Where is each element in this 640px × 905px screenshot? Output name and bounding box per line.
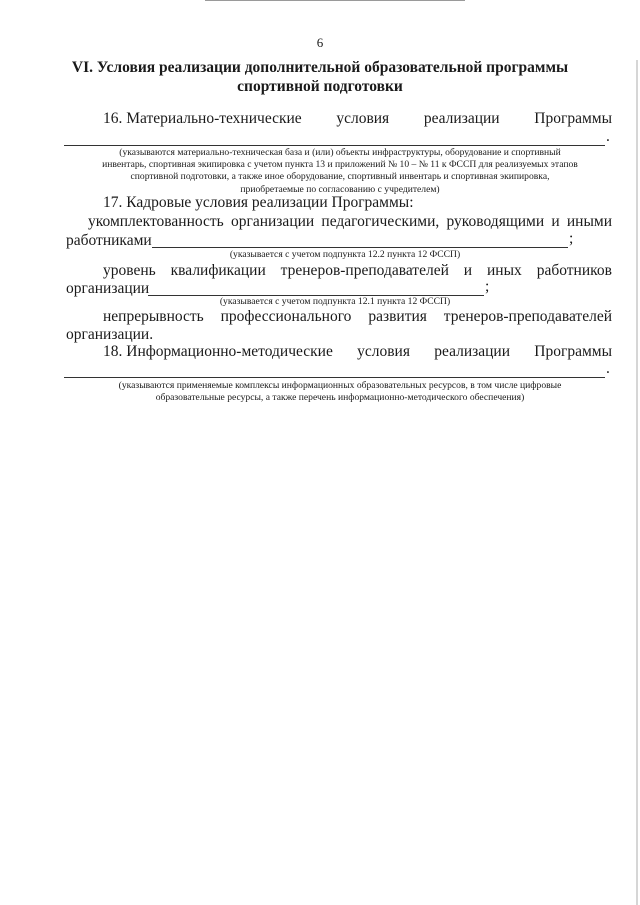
item18-hint xyxy=(70,380,610,404)
item16-word: 16. Материально-технические xyxy=(103,110,302,127)
item18-hint-line: образовательные ресурсы, а также перечень информационно-методического обеспечения) xyxy=(155,392,525,404)
section-title xyxy=(60,58,580,96)
item17-qualification-line xyxy=(103,262,612,280)
item16-word: реализации xyxy=(423,110,500,127)
item17-continuity-line xyxy=(103,308,612,326)
section-title-line-2: спортивной подготовки xyxy=(237,78,403,95)
scan-right-edge xyxy=(636,60,638,905)
item17-staffing-line-2: работниками xyxy=(66,232,152,249)
item16-hint-line: приобретаемые по согласованию с учредителем) xyxy=(240,183,440,195)
qualification-word: работников xyxy=(536,262,612,279)
qualification-word: иных xyxy=(487,262,522,279)
item18-hint-line: (указываются применяемые комплексы информационных образовательных ресурсов, в том числе цифровые xyxy=(118,380,562,391)
staffing-end-mark: ; xyxy=(569,230,574,247)
continuity-word: профессионального xyxy=(220,308,352,325)
continuity-word: тренеров-преподавателей xyxy=(443,308,612,325)
item17-title: 17. Кадровые условия реализации Программы: xyxy=(103,194,414,211)
qualification-word: тренеров-преподавателей xyxy=(280,262,449,279)
item16-hint-line: (указываются материально-техническая база и (или) объекты инфраструктуры, оборудование и спортивный xyxy=(119,147,561,158)
item16-hint-line: инвентарь, спортивная экипировка с учетом пункта 13 и приложений № 10 – № 11 к ФССП для реализуемых этапов xyxy=(102,159,578,171)
item18-line xyxy=(103,343,612,361)
item16-word: условия xyxy=(336,110,390,127)
item17-continuity-line-2: организации. xyxy=(66,326,154,343)
item16-word: Программы xyxy=(534,110,612,127)
staffing-word: укомплектованность xyxy=(88,213,224,230)
item18-word: 18. Информационно-методические xyxy=(103,343,333,360)
staffing-word: и xyxy=(551,213,560,230)
page-number: 6 xyxy=(316,35,324,50)
staffing-fill-line xyxy=(152,247,568,248)
staffing-word: руководящими xyxy=(446,213,545,230)
item18-end-mark: . xyxy=(606,360,610,377)
staffing-word: иными xyxy=(566,213,612,230)
item16-end-mark: . xyxy=(606,128,610,145)
scan-top-line xyxy=(205,0,465,1)
qualification-word: уровень xyxy=(103,262,156,279)
qualification-word: и xyxy=(463,262,473,279)
item16-line xyxy=(103,110,612,128)
qualification-word: квалификации xyxy=(170,262,266,279)
section-title-line-1: VI. Условия реализации дополнительной образовательной программы xyxy=(71,59,569,76)
item17-staffing-line xyxy=(88,213,612,231)
item18-fill-line xyxy=(64,377,605,378)
item18-word: Программы xyxy=(534,343,612,360)
staffing-word: организации xyxy=(230,213,315,230)
qualification-hint: (указывается с учетом подпункта 12.1 пункта 12 ФССП) xyxy=(219,296,451,307)
item18-word: условия xyxy=(357,343,410,360)
item18-word: реализации xyxy=(434,343,511,360)
continuity-word: непрерывность xyxy=(103,308,204,325)
item17-qualification-line-2: организации xyxy=(66,280,150,297)
qualification-end-mark: ; xyxy=(485,278,490,295)
item16-hint-line: спортивной подготовки, а также иное оборудование, спортивный инвентарь и спортивная экипировка, xyxy=(130,171,550,183)
continuity-word: развития xyxy=(368,308,427,325)
staffing-word: педагогическими, xyxy=(321,213,440,230)
staffing-hint: (указывается с учетом подпункта 12.2 пункта 12 ФССП) xyxy=(229,249,461,260)
item16-hint xyxy=(70,147,610,196)
item16-fill-line xyxy=(64,145,605,146)
